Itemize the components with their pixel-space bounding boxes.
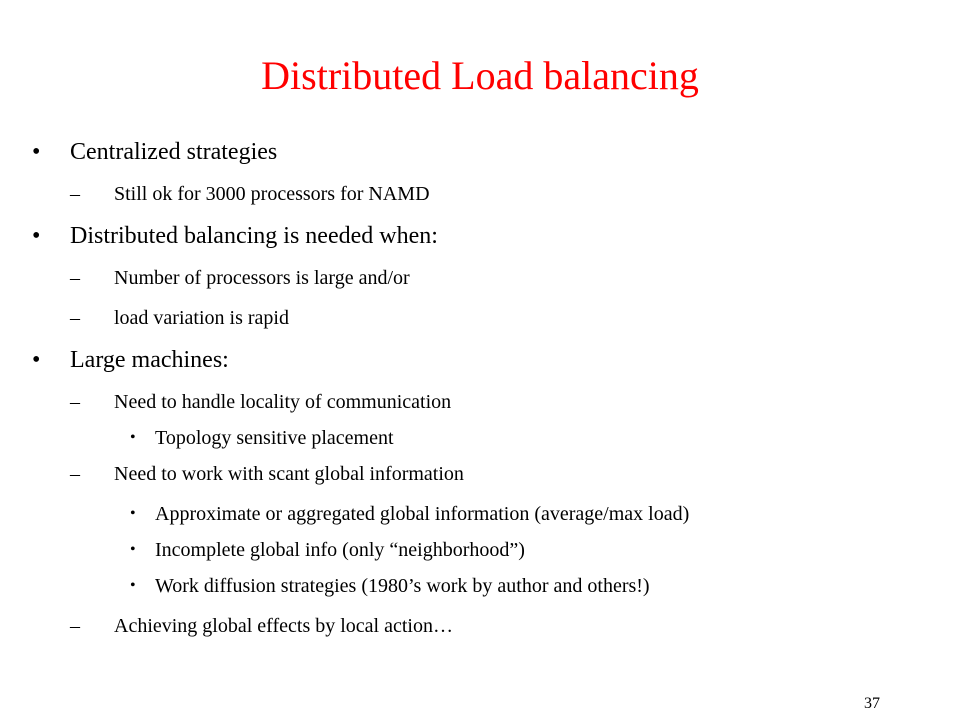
bullet-marker: • — [130, 577, 136, 594]
bullet-marker: • — [32, 139, 41, 165]
bullet-text: Number of processors is large and/or — [114, 267, 410, 289]
bullet-marker: • — [130, 505, 136, 522]
bullet-text: Achieving global effects by local action… — [114, 615, 453, 637]
dash-marker: – — [70, 267, 80, 289]
bullet-text: Centralized strategies — [70, 139, 278, 165]
bullet-text: load variation is rapid — [114, 307, 289, 329]
bullet-text: Need to work with scant global information — [114, 463, 464, 485]
bullet-marker: • — [32, 347, 41, 373]
bullet-text: Still ok for 3000 processors for NAMD — [114, 183, 430, 205]
dash-marker: – — [70, 183, 80, 205]
bullet-marker: • — [32, 223, 41, 249]
bullet-marker: • — [130, 541, 136, 558]
dash-marker: – — [70, 615, 80, 637]
dash-marker: – — [70, 307, 80, 329]
bullet-text: Large machines: — [70, 347, 229, 373]
bullet-text: Approximate or aggregated global information (average/max load) — [155, 503, 690, 525]
bullet-text: Topology sensitive placement — [155, 427, 394, 449]
bullet-text: Incomplete global info (only “neighborhood”) — [155, 539, 525, 561]
dash-marker: – — [70, 391, 80, 413]
slide-title: Distributed Load balancing — [261, 53, 699, 98]
page-number: 37 — [864, 695, 880, 712]
dash-marker: – — [70, 463, 80, 485]
bullet-text: Need to handle locality of communication — [114, 391, 452, 413]
bullet-marker: • — [130, 429, 136, 446]
bullet-text: Distributed balancing is needed when: — [70, 223, 438, 249]
bullet-text: Work diffusion strategies (1980’s work by author and others!) — [155, 575, 650, 597]
